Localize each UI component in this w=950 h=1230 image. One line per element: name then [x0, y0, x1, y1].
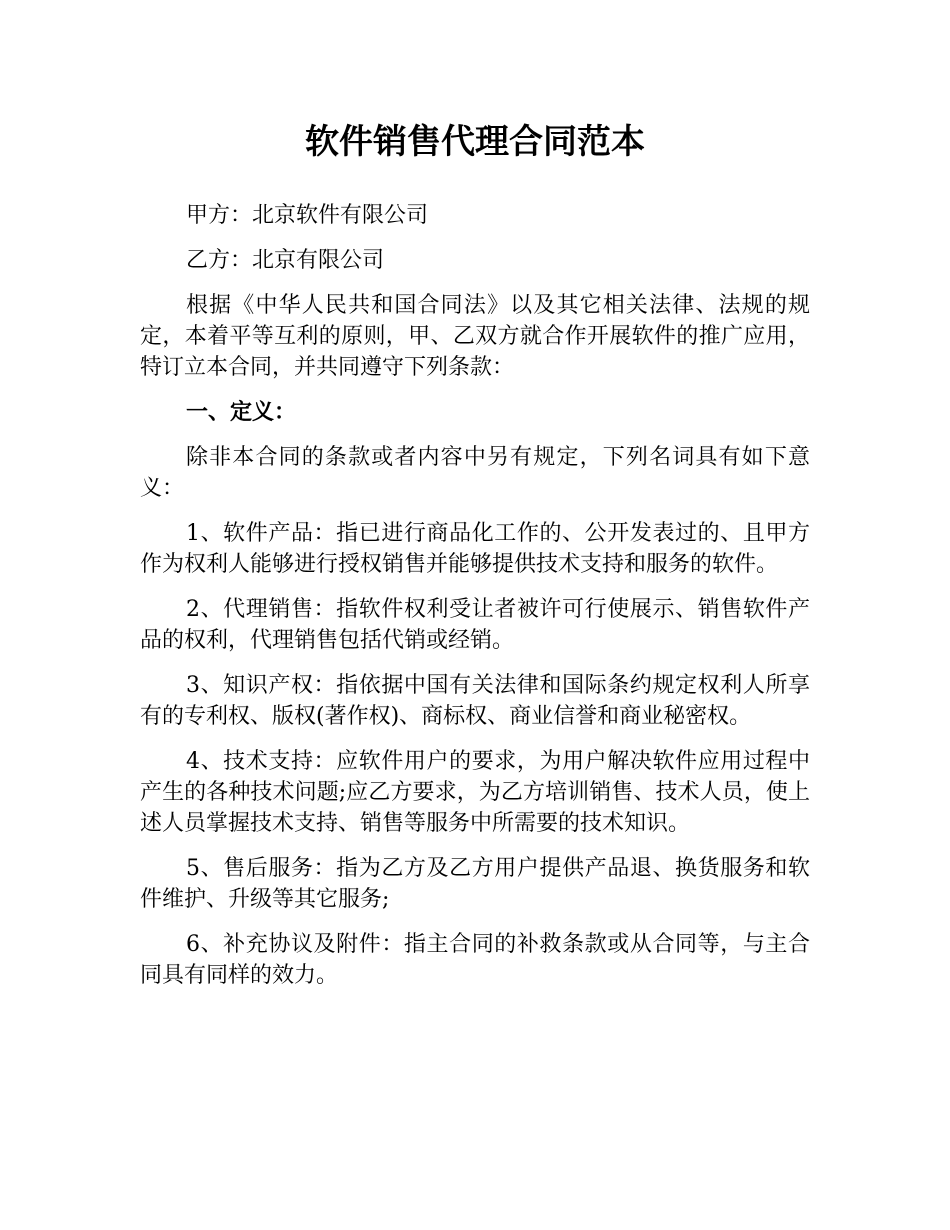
- document-title: 软件销售代理合同范本: [305, 122, 645, 162]
- section-heading-definitions: 一、定义：: [186, 400, 297, 425]
- definition-item: 2、代理销售：指软件权利受让者被许可行使展示、销售软件产品的权利，代理销售包括代销或经销。: [140, 597, 810, 653]
- preamble: 根据《中华人民共和国合同法》以及其它相关法律、法规的规定，本着平等互利的原则，甲、乙双方就合作开展软件的推广应用，特订立本合同，并共同遵守下列条款：: [140, 293, 810, 380]
- definition-item: 4、技术支持：应软件用户的要求，为用户解决软件应用过程中产生的各种技术问题;应乙方要求，为乙方培训销售、技术人员，使上述人员掌握技术支持、销售等服务中所需要的技术知识。: [140, 749, 810, 836]
- document-body: [140, 200, 810, 1005]
- definition-item: 1、软件产品：指已进行商品化工作的、公开发表过的、且甲方作为权利人能够进行授权销售并能够提供技术支持和服务的软件。: [140, 521, 810, 577]
- party-a: 甲方：北京软件有限公司: [186, 203, 429, 228]
- definition-item: 6、补充协议及附件：指主合同的补救条款或从合同等，与主合同具有同样的效力。: [140, 932, 810, 988]
- party-b: 乙方：北京有限公司: [186, 248, 385, 273]
- definitions-intro: 除非本合同的条款或者内容中另有规定，下列名词具有如下意义：: [140, 445, 810, 501]
- definition-item: 3、知识产权：指依据中国有关法律和国际条约规定权利人所享有的专利权、版权(著作权)、商标权、商业信誉和商业秘密权。: [140, 673, 810, 729]
- definition-item: 5、售后服务：指为乙方及乙方用户提供产品退、换货服务和软件维护、升级等其它服务;: [140, 856, 810, 912]
